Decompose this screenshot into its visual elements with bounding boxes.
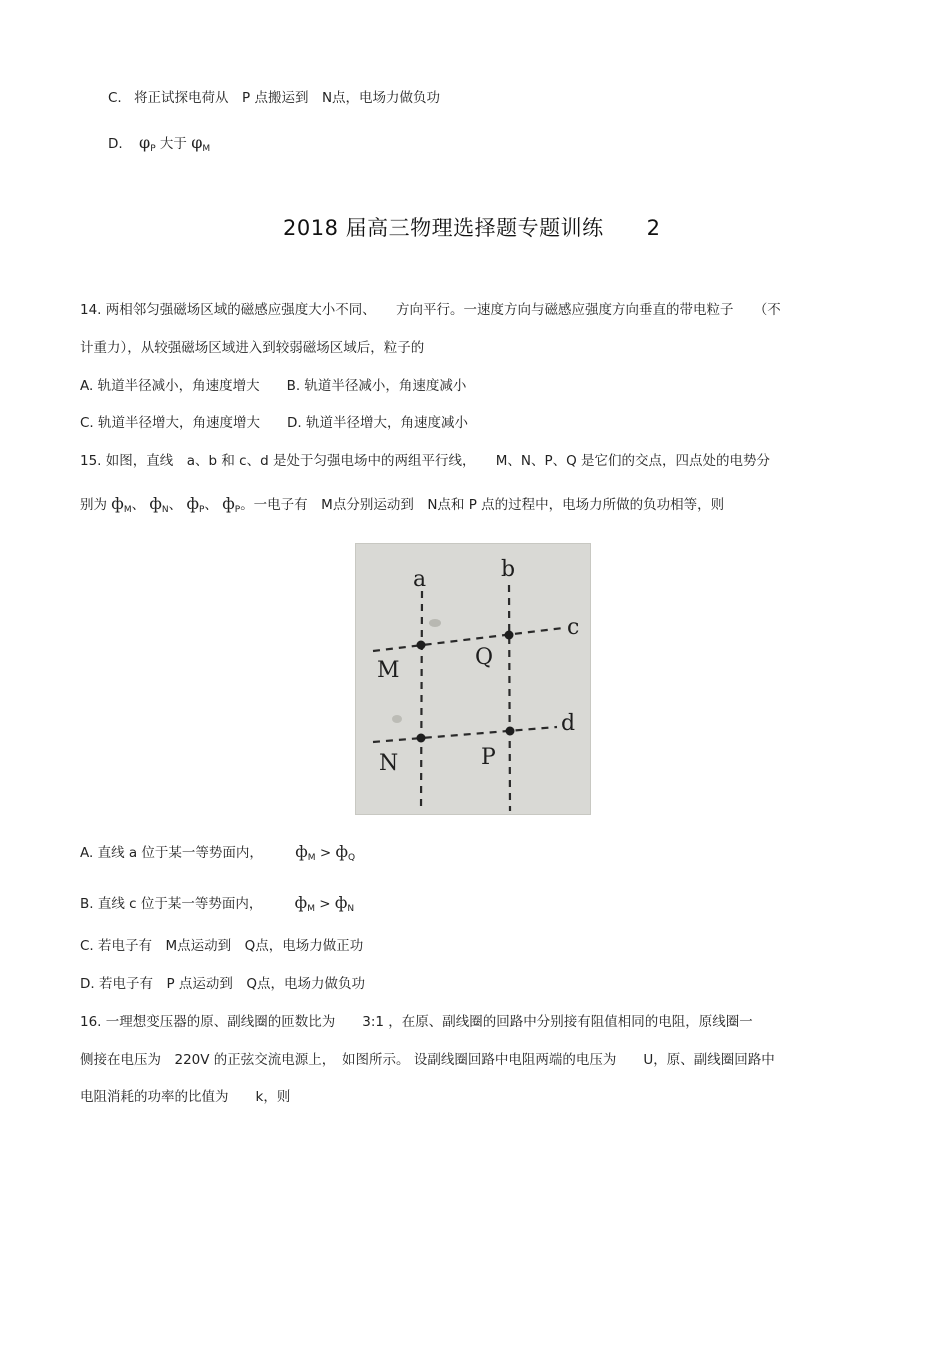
option-text: B. 直线 c 位于某一等势面内，	[80, 896, 263, 912]
q15-option-a	[80, 842, 355, 868]
q16-line2: 侧接在电压为 220V 的正弦交流电源上， 如图所示。 设副线圈回路中电阻两端的电压为 U，原、副线圈回路中	[80, 1052, 775, 1068]
text: 。一电子有 M点分别运动到 N点和 P 点的过程中，电场力所做的负功相等，则	[240, 497, 725, 513]
subscript: N	[347, 904, 355, 914]
label-a: a	[413, 567, 427, 592]
option-label: C.	[108, 90, 122, 106]
option-d-prev	[108, 133, 210, 159]
phi-symbol: ф	[186, 494, 199, 513]
page-title: 2018 届高三物理选择题专题训练 2	[283, 216, 661, 240]
q14-stem-line2: 计重力），从较强磁场区域进入到较弱磁场区域后，粒子的	[80, 340, 425, 356]
option-text: 大于	[155, 136, 192, 152]
phi-symbol: ф	[222, 494, 235, 513]
q14-options-line1: A. 轨道半径减小，角速度增大 B. 轨道半径减小，角速度减小	[80, 378, 467, 394]
phi-symbol: ф	[294, 893, 308, 912]
label-d: d	[561, 711, 576, 736]
subscript: M	[202, 144, 211, 154]
point-q	[505, 631, 514, 640]
subscript: Q	[347, 853, 356, 863]
label-c: c	[567, 615, 580, 640]
subscript: M	[307, 853, 316, 863]
phi-symbol: ф	[334, 893, 348, 912]
separator: 、	[168, 497, 183, 513]
separator: 、	[204, 497, 218, 513]
q15-option-b	[80, 893, 354, 919]
q15-option-c: C. 若电子有 M点运动到 Q点，电场力做正功	[80, 938, 364, 954]
label-q: Q	[475, 645, 494, 670]
q15-stem-line1: 15. 如图，直线 a、b 和 c、d 是处于匀强电场中的两组平行线， M、N、P、Q 是它们的交点，四点处的电势分	[80, 453, 771, 469]
subscript: M	[307, 904, 315, 914]
phi-symbol: φ	[191, 133, 203, 152]
phi-symbol: ф	[111, 494, 124, 513]
phi-symbol: φ	[138, 133, 151, 152]
subscript: M	[123, 505, 132, 515]
subscript: P	[198, 505, 205, 515]
q15-stem-line2	[80, 494, 724, 520]
subscript: P	[150, 144, 156, 154]
subscript: N	[161, 505, 169, 515]
option-label: D.	[108, 136, 123, 152]
option-text: A. 直线 a 位于某一等势面内，	[80, 845, 263, 861]
phi-symbol: ф	[149, 494, 162, 513]
electric-field-figure	[355, 543, 591, 815]
q16-line1: 16. 一理想变压器的原、副线圈的匝数比为 3:1 ，在原、副线圈的回路中分别接有阻值相同的电阻，原线圈一	[80, 1014, 753, 1030]
label-b: b	[501, 557, 516, 582]
label-m: M	[377, 658, 400, 683]
point-m	[417, 641, 426, 650]
subscript: P	[234, 505, 241, 515]
smudge	[392, 715, 402, 723]
phi-symbol: ф	[335, 842, 348, 861]
option-text: 将正试探电荷从 P 点搬运到 N点，电场力做负功	[134, 90, 441, 106]
label-n: N	[379, 751, 399, 776]
comparison: >	[315, 845, 336, 861]
figure-diagram	[355, 543, 591, 815]
smudge	[429, 619, 441, 627]
separator: 、	[131, 497, 146, 513]
point-n	[417, 734, 426, 743]
q14-options-line2: C. 轨道半径增大，角速度增大 D. 轨道半径增大，角速度减小	[80, 415, 468, 431]
text: 别为	[80, 497, 112, 513]
q14-stem-line1: 14. 两相邻匀强磁场区域的磁感应强度大小不同、 方向平行。一速度方向与磁感应强度方向垂直的带电粒子 （不	[80, 302, 781, 318]
phi-symbol: ф	[295, 842, 308, 861]
q15-option-d: D. 若电子有 P 点运动到 Q点，电场力做负功	[80, 976, 366, 992]
option-c-prev	[108, 88, 440, 108]
comparison: >	[314, 896, 335, 912]
label-p: P	[481, 745, 496, 770]
point-p	[506, 727, 515, 736]
q16-line3: 电阻消耗的功率的比值为 k，则	[80, 1089, 291, 1105]
